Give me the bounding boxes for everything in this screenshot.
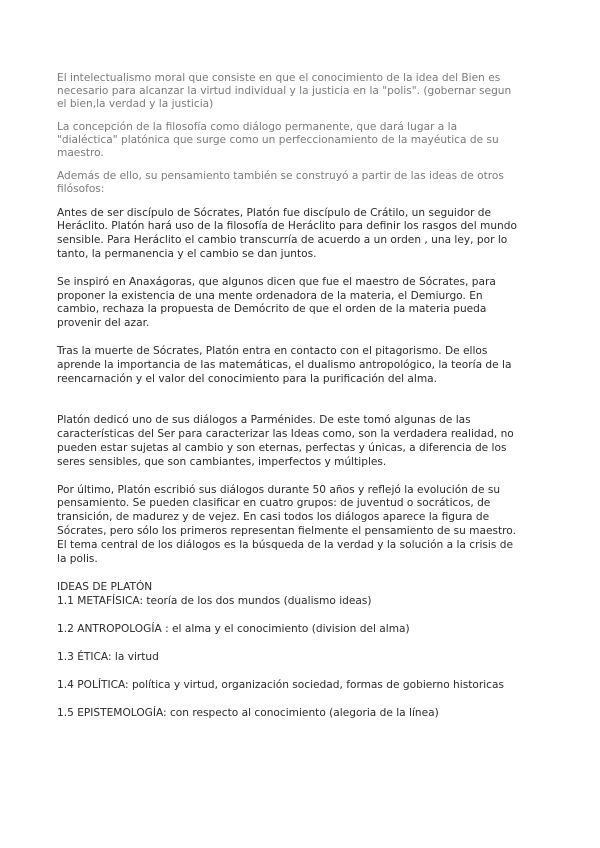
document-page [57,72,519,720]
paragraph-pythagoreanism: Tras la muerte de Sócrates, Platón entra en contacto con el pitagorismo. De ellos aprende la importancia de las matemáticas, el dualismo antropológico, la teoría de la reencarnación y el valor del conocimiento para la purificación del alma. [57,345,512,385]
ideas-item-etica: 1.3 ÉTICA: la virtud [57,651,159,664]
paragraph-heraclitus: Antes de ser discípulo de Sócrates, Platón fue discípulo de Crátilo, un seguidor de Heráclito. Platón hará uso de la filosofía de Heráclito para definir los rasgos del mundo sensible. Para Heráclito el cambio transcurría de acuerdo a un orden , una ley, por lo tanto, la permanencia y el cambio se dan juntos. [57,206,517,261]
ideas-item-metafisica: 1.1 METAFÍSICA: teoría de los dos mundos (dualismo ideas) [57,595,372,608]
ideas-item-antropologia: 1.2 ANTROPOLOGÍA : el alma y el conocimiento (division del alma) [57,623,410,636]
paragraph-dialogues: Por último, Platón escribió sus diálogos durante 50 años y reflejó la evolución de su pensamiento. Se pueden clasificar en cuatro grupos: de juventud o socráticos, de transición, de madurez y de vejez. En casi todos los diálogos aparece la figura de Sócrates, pero sólo los primeros representan fielmente el pensamiento de su maestro. El tema central de los diálogos es la búsqueda de la verdad y la solución a la crisis de la polis. [57,483,516,565]
paragraph-parmenides: Platón dedicó uno de sus diálogos a Parménides. De este tomó algunas de las características del Ser para caracterizar las Ideas como, son la verdadera realidad, no pueden estar sujetas al cambio y son eternas, perfectas y únicas, a diferencia de los seres sensibles, que son cambiantes, imperfectos y múltiples. [57,414,514,468]
ideas-heading: IDEAS DE PLATÓN [57,581,153,594]
ideas-item-epistemologia: 1.5 EPISTEMOLOGÍA: con respecto al conocimiento (alegoria de la línea) [57,707,439,720]
ideas-item-politica: 1.4 POLÍTICA: política y virtud, organización sociedad, formas de gobierno historicas [57,679,504,692]
paragraph-anaxagoras: Se inspiró en Anaxágoras, que algunos dicen que fue el maestro de Sócrates, para proponer la existencia de una mente ordenadora de la materia, el Demiurgo. En cambio, rechaza la propuesta de Demócrito de que el orden de la materia pueda provenir del azar. [57,275,496,330]
intro-paragraph-dialectic: La concepción de la filosofía como diálogo permanente, que dará lugar a la "dialéctica" platónica que surge como un perfeccionamiento de la mayéutica de su maestro. [57,120,499,160]
intro-paragraph-intellectualism: El intelectualismo moral que consiste en que el conocimiento de la idea del Bien es necesario para alcanzar la virtud individual y la justicia en la "polis". (gobernar segun el bien,la verdad y la justicia) [57,72,512,111]
intro-paragraph-influences: Además de ello, su pensamiento también se construyó a partir de las ideas de otros filósofos: [57,170,504,196]
